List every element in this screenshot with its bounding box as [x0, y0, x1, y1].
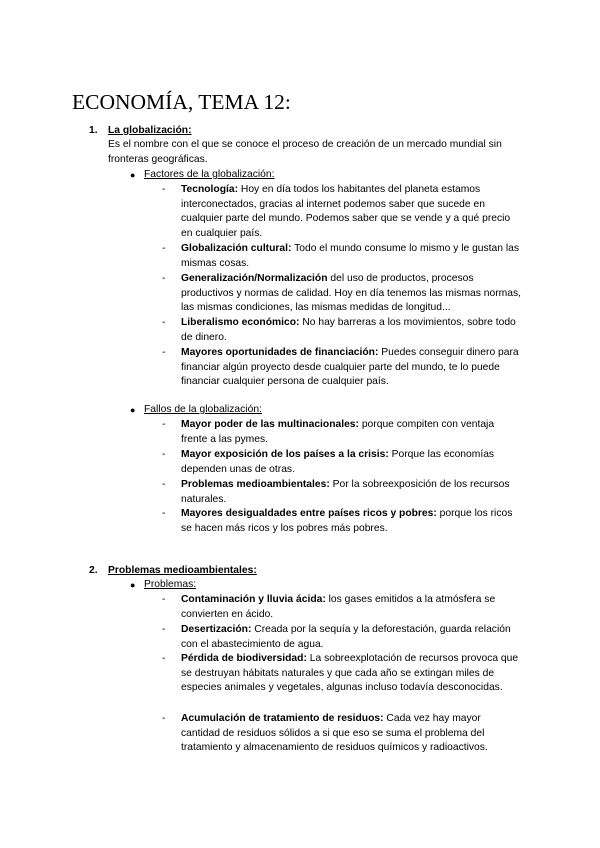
item-text: [181, 242, 521, 271]
dash-marker: -: [162, 508, 166, 519]
bullet-icon: ●: [130, 405, 136, 415]
subsection-heading: Problemas:: [144, 579, 197, 590]
item-description: Porque las economías dependen unas de otras.: [181, 449, 495, 475]
item-text: [181, 712, 521, 756]
dash-marker: -: [162, 419, 166, 430]
item-term: Mayor exposición de los países a la crisis:: [181, 449, 389, 460]
item-text: [181, 346, 521, 390]
item-term: Acumulación de tratamiento de residuos:: [181, 713, 384, 724]
item-text: [181, 623, 521, 652]
item-description: Creada por la sequía y la deforestación, guarda relación con el abastecimiento de agua.: [181, 624, 511, 650]
dash-marker: -: [162, 184, 166, 195]
item-term: Mayores oportunidades de financiación:: [181, 347, 379, 358]
item-description: Cada vez hay mayor cantidad de residuos sólidos a si que eso se suma el problema del tratamiento y almacenamiento de residuos químicos y radioactivos.: [181, 713, 488, 754]
section-globalizacion: [72, 124, 532, 544]
item-term: Contaminación y lluvia ácida:: [181, 594, 326, 605]
item-description: Puedes conseguir dinero para financiar algún proyecto desde cualquier parte del mundo, te lo puede financiar cualquier persona de cualquier país.: [181, 347, 519, 388]
item-description: Todo el mundo consume lo mismo y le gustan las mismas cosas.: [181, 243, 520, 269]
item-description: los gases emitidos a la atmósfera se convierten en ácido.: [181, 594, 496, 620]
dash-marker: -: [162, 317, 166, 328]
item-term: Globalización cultural:: [181, 243, 292, 254]
item-term: Pérdida de biodiversidad:: [181, 653, 307, 664]
dash-marker: -: [162, 479, 166, 490]
item-term: Tecnología:: [181, 184, 239, 195]
item-description: Hoy en día todos los habitantes del planeta estamos interconectados, gracias al internet podemos saber que sucede en cualquier parte del mundo. Podemos saber que se vende y a qué precio en cualquier país.: [181, 184, 511, 239]
subsection-heading: Factores de la globalización:: [144, 169, 275, 180]
item-description: Por la sobreexposición de los recursos naturales.: [181, 479, 510, 505]
dash-marker: -: [162, 449, 166, 460]
item-term: Problemas medioambientales:: [181, 479, 330, 490]
item-description: porque los ricos se hacen más ricos y los pobres más pobres.: [181, 508, 513, 534]
item-text: [181, 652, 521, 696]
item-term: Desertización:: [181, 624, 252, 635]
dash-marker: -: [162, 347, 166, 358]
dash-marker: -: [162, 653, 166, 664]
dash-marker: -: [162, 243, 166, 254]
section-number: 2.: [89, 565, 98, 576]
bullet-icon: ●: [130, 580, 136, 590]
item-text: [181, 507, 521, 536]
item-text: [181, 478, 521, 507]
item-text: [181, 593, 521, 622]
item-description: La sobreexplotación de recursos provoca que se destruyan hábitats naturales y que cada año se extingan miles de especies animales y vegetales, algunas incluso todavía desconocidas.: [181, 653, 519, 694]
dash-marker: -: [162, 273, 166, 284]
dash-marker: -: [162, 624, 166, 635]
section-heading: Problemas medioambientales:: [108, 565, 257, 576]
item-term: Mayores desigualdades entre países ricos y pobres:: [181, 508, 437, 519]
section-problemas-medioambientales: [72, 564, 532, 794]
item-term: Liberalismo económico:: [181, 317, 300, 328]
bullet-icon: ●: [130, 170, 136, 180]
section-intro: Es el nombre con el que se conoce el proceso de creación de un mercado mundial sin fronteras geográficas.: [108, 139, 502, 165]
item-description: del uso de productos, procesos productivos y normas de calidad. Hoy en día tenemos las mismas normas, las mismas condiciones, las mismas medidas de longitud...: [181, 273, 521, 314]
item-text: [181, 183, 521, 241]
item-text: [181, 316, 521, 345]
dash-marker: -: [162, 713, 166, 724]
section-heading: La globalización:: [108, 125, 192, 136]
item-term: Generalización/Normalización: [181, 273, 328, 284]
section-number: 1.: [89, 125, 98, 136]
item-description: No hay barreras a los movimientos, sobre todo de dinero.: [181, 317, 516, 343]
page-title: ECONOMÍA, TEMA 12:: [72, 90, 291, 114]
subsection-heading: Fallos de la globalización:: [144, 404, 262, 415]
dash-marker: -: [162, 594, 166, 605]
item-text: [181, 418, 521, 447]
item-description: porque compiten con ventaja frente a las pymes.: [181, 419, 495, 445]
item-term: Mayor poder de las multinacionales:: [181, 419, 359, 430]
item-text: [181, 448, 521, 477]
item-text: [181, 272, 521, 316]
